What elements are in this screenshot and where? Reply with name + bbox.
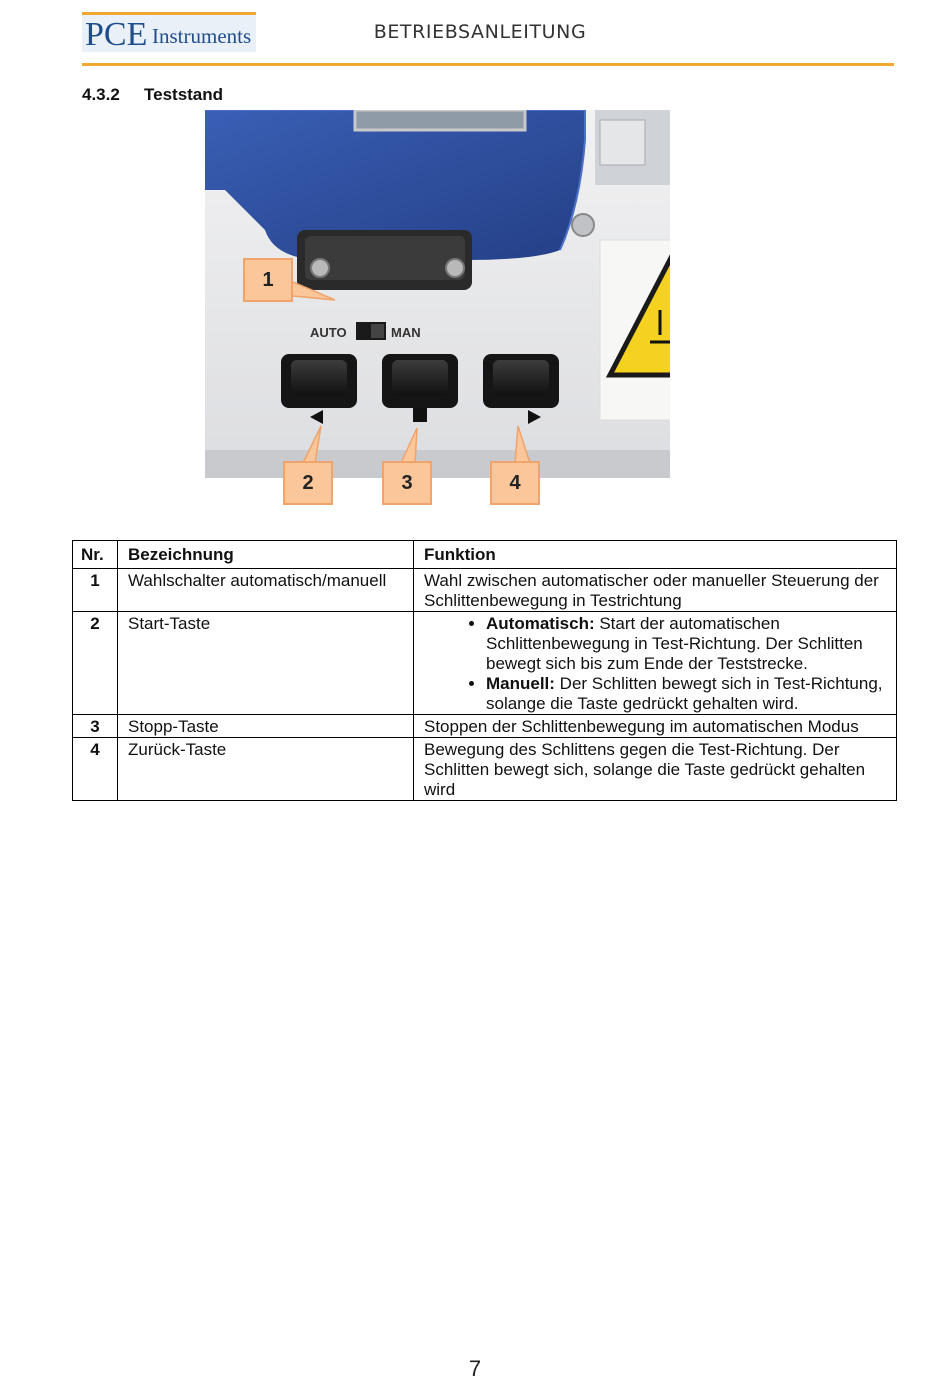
table-header-row (73, 541, 897, 569)
row-nr: 2 (73, 612, 118, 715)
header-bezeichnung: Bezeichnung (118, 541, 414, 569)
row-nr: 4 (73, 738, 118, 801)
row-funktion: Bewegung des Schlittens gegen die Test-Richtung. Der Schlitten bewegt sich, solange die Taste gedrückt gehalten wird (414, 738, 897, 801)
header-divider (82, 63, 894, 66)
row-bezeichnung: Stopp-Taste (118, 715, 414, 738)
pce-instruments-logo (82, 12, 256, 52)
table-row (73, 715, 897, 738)
function-table (72, 540, 897, 801)
logo-pce-text: PCE (85, 16, 148, 52)
row-funktion: Stoppen der Schlittenbewegung im automatischen Modus (414, 715, 897, 738)
row-bezeichnung: Wahlschalter automatisch/manuell (118, 569, 414, 612)
row-funktion: Wahl zwischen automatischer oder manueller Steuerung der Schlittenbewegung in Testrichtung (414, 569, 897, 612)
switch-label-auto: AUTO (310, 325, 347, 340)
callout-4: 4 (490, 461, 540, 505)
bullet-term: Automatisch: (486, 614, 595, 633)
function-bullet-list (424, 614, 886, 714)
table-row (73, 569, 897, 612)
section-number: 4.3.2 (82, 85, 120, 104)
section-heading (82, 85, 223, 105)
page-number: 7 (468, 1356, 482, 1381)
bullet-term: Manuell: (486, 674, 555, 693)
callout-2: 2 (283, 461, 333, 505)
row-nr: 1 (73, 569, 118, 612)
bullet-text: Der Schlitten bewegt sich in Test-Richtung, solange die Taste gedrückt gehalten wird. (486, 674, 883, 713)
list-item (486, 614, 886, 674)
document-title: BETRIEBSANLEITUNG (373, 21, 587, 43)
bullet-text: Start der automatischen Schlittenbewegung in Test-Richtung. Der Schlitten bewegt sich bis zum Ende der Teststrecke. (486, 614, 863, 673)
header-funktion: Funktion (414, 541, 897, 569)
section-title: Teststand (144, 85, 224, 104)
callout-1: 1 (243, 258, 293, 302)
list-item (486, 674, 886, 714)
row-bezeichnung: Start-Taste (118, 612, 414, 715)
row-nr: 3 (73, 715, 118, 738)
table-row (73, 738, 897, 801)
switch-label-man: MAN (391, 325, 421, 340)
logo-instruments-text: Instruments (152, 24, 252, 48)
table-row (73, 612, 897, 715)
header-nr: Nr. (73, 541, 118, 569)
row-bezeichnung: Zurück-Taste (118, 738, 414, 801)
row-funktion (414, 612, 897, 715)
callout-3: 3 (382, 461, 432, 505)
